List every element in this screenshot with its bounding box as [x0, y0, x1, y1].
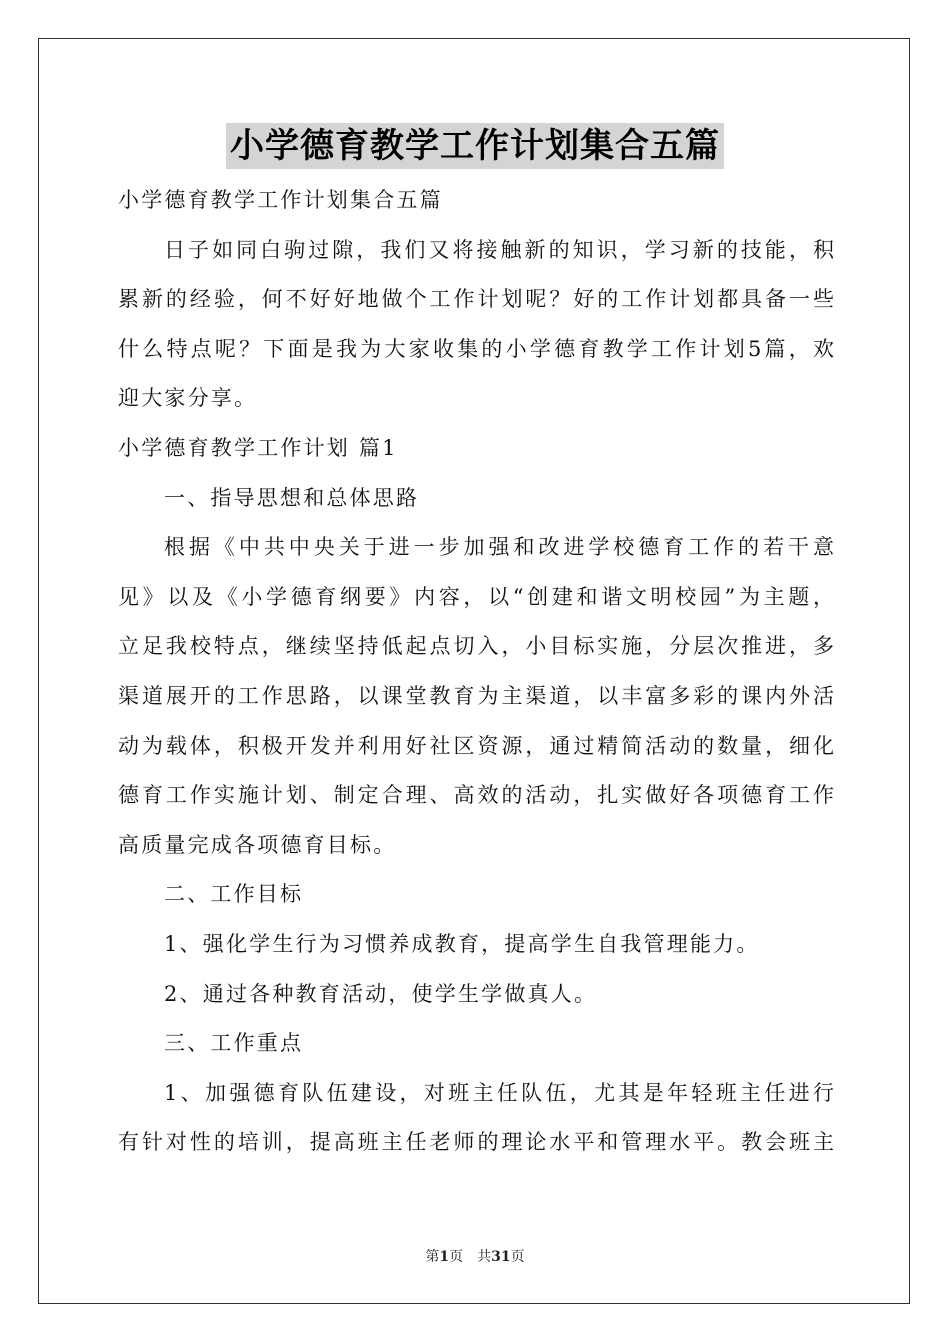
text-line: 迎大家分享。 [118, 386, 258, 411]
text-line: 小学德育教学工作计划集合五篇 [118, 188, 443, 212]
text-line: 2、通过各种教育活动，使学生学做真人。 [164, 981, 598, 1006]
text-line: 日子如同白驹过隙，我们又将接触新的知识，学习新的技能，积 [164, 237, 834, 262]
text-line: 累新的经验，何不好好地做个工作计划呢？好的工作计划都具备一些 [118, 287, 834, 312]
title-container [0, 123, 950, 169]
text-line: 1、强化学生行为习惯养成教育，提高学生自我管理能力。 [164, 931, 760, 956]
text-line: 什么特点呢？下面是我为大家收集的小学德育教学工作计划5篇，欢 [118, 336, 834, 361]
text-line: 高质量完成各项德育目标。 [118, 832, 397, 857]
footer-middle: 页 共 [449, 1249, 492, 1265]
page-footer [0, 1246, 950, 1266]
text-line: 德育工作实施计划、制定合理、高效的活动，扎实做好各项德育工作 [118, 783, 834, 808]
footer-total-pages: 31 [491, 1249, 511, 1265]
text-line: 立足我校特点，继续坚持低起点切入，小目标实施，分层次推进，多 [118, 634, 834, 659]
text-line: 1、加强德育队伍建设，对班主任队伍，尤其是年轻班主任进行 [164, 1080, 834, 1105]
text-line: 根据《中共中央关于进一步加强和改进学校德育工作的若干意 [164, 535, 834, 560]
footer-page-number: 1 [439, 1249, 450, 1265]
footer-suffix: 页 [510, 1249, 525, 1265]
document-body [118, 176, 834, 1168]
footer-prefix: 第 [425, 1249, 440, 1265]
text-line: 一、指导思想和总体思路 [164, 485, 420, 510]
text-line: 小学德育教学工作计划 篇1 [118, 435, 398, 460]
document-title: 小学德育教学工作计划集合五篇 [226, 123, 724, 169]
text-line: 见》以及《小学德育纲要》内容，以“创建和谐文明校园”为主题， [118, 584, 834, 609]
text-line: 二、工作目标 [164, 882, 304, 907]
text-line: 有针对性的培训，提高班主任老师的理论水平和管理水平。教会班主 [118, 1130, 834, 1155]
text-line: 三、工作重点 [164, 1031, 304, 1056]
text-line: 渠道展开的工作思路，以课堂教育为主渠道，以丰富多彩的课内外活 [118, 683, 834, 708]
text-line: 动为载体，积极开发并利用好社区资源，通过精简活动的数量，细化 [118, 733, 834, 758]
